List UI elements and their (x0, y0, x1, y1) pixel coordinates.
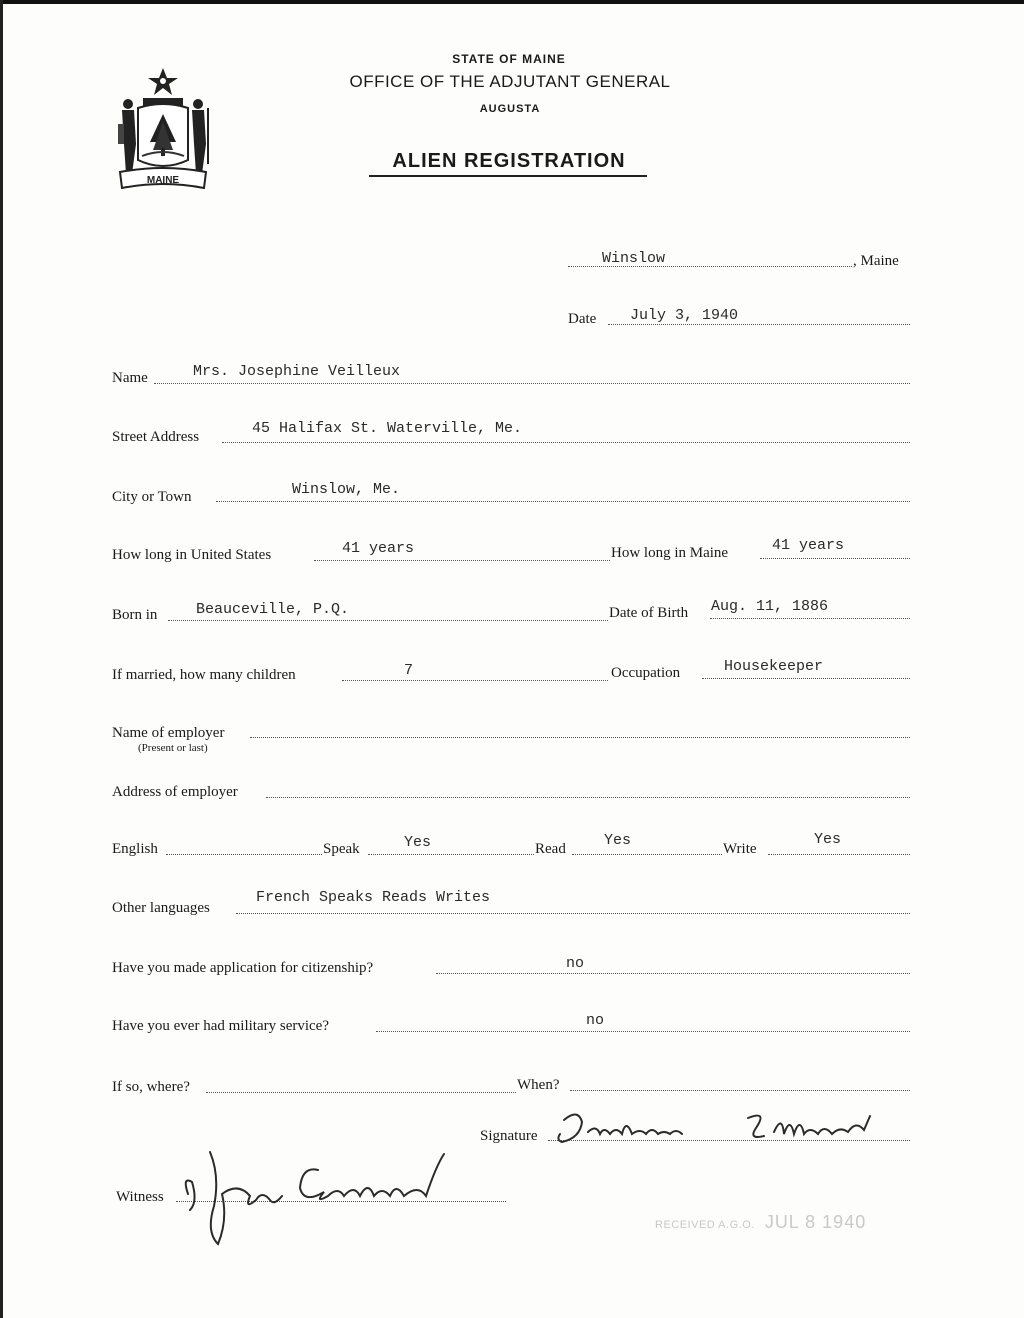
speak-line (368, 854, 534, 855)
employer-label: Name of employer (112, 725, 225, 741)
street-value: 45 Halifax St. Waterville, Me. (252, 420, 523, 437)
signature-label: Signature (480, 1128, 538, 1144)
military-line (376, 1031, 910, 1032)
where-label: If so, where? (112, 1079, 190, 1095)
when-line (570, 1090, 910, 1091)
citizenship-value: no (566, 955, 585, 972)
how-long-me-value: 41 years (772, 537, 845, 554)
date-line (608, 324, 910, 325)
citizenship-line (436, 973, 910, 974)
maine-label: , Maine (853, 253, 899, 269)
write-label: Write (723, 841, 757, 857)
witness-label: Witness (116, 1189, 164, 1205)
children-label: If married, how many children (112, 667, 296, 683)
military-label: Have you ever had military service? (112, 1018, 329, 1034)
street-label: Street Address (112, 429, 200, 445)
name-label: Name (112, 370, 148, 386)
how-long-me-label: How long in Maine (611, 545, 729, 561)
read-label: Read (535, 841, 566, 857)
seal-text: MAINE (146, 175, 180, 186)
employer-line (250, 737, 910, 738)
english-line (166, 854, 322, 855)
read-value: Yes (604, 832, 632, 849)
occupation-value: Housekeeper (724, 658, 824, 675)
occupation-line (702, 678, 910, 679)
how-long-us-line (314, 560, 610, 561)
employer-address-line (266, 797, 910, 798)
title-underline (369, 175, 647, 177)
when-label: When? (517, 1077, 560, 1093)
town-value: Winslow (602, 250, 666, 267)
form-title: ALIEN REGISTRATION (392, 150, 626, 172)
header-city: AUGUSTA (479, 103, 541, 115)
occupation-label: Occupation (611, 665, 681, 681)
name-value: Mrs. Josephine Veilleux (193, 363, 401, 380)
how-long-me-line (760, 558, 910, 559)
date-value: July 3, 1940 (630, 307, 739, 324)
dob-label: Date of Birth (609, 605, 689, 621)
other-languages-label: Other languages (112, 900, 210, 916)
date-label: Date (568, 311, 597, 327)
where-line (206, 1092, 516, 1093)
signature-handwriting (552, 1104, 882, 1154)
english-label: English (112, 841, 158, 857)
speak-label: Speak (323, 841, 360, 857)
children-value: 7 (404, 662, 414, 679)
city-value: Winslow, Me. (292, 481, 401, 498)
other-languages-value: French Speaks Reads Writes (256, 889, 491, 906)
other-languages-line (236, 913, 910, 914)
speak-value: Yes (404, 834, 432, 851)
write-line (768, 854, 910, 855)
city-label: City or Town (112, 489, 192, 505)
how-long-us-label: How long in United States (112, 547, 272, 563)
stamp-prefix: RECEIVED A.G.O. (655, 1219, 755, 1231)
read-line (572, 854, 722, 855)
how-long-us-value: 41 years (342, 540, 415, 557)
city-line (216, 501, 910, 502)
military-value: no (586, 1012, 605, 1029)
born-in-line (168, 620, 608, 621)
page-left-border (0, 0, 3, 1318)
dob-line (710, 618, 910, 619)
employer-address-label: Address of employer (112, 784, 238, 800)
born-in-value: Beauceville, P.Q. (196, 601, 350, 618)
write-value: Yes (814, 831, 842, 848)
employer-note: (Present or last) (138, 742, 208, 754)
citizenship-label: Have you made application for citizenship? (112, 960, 374, 976)
received-stamp (655, 1212, 866, 1233)
stamp-date: JUL 8 1940 (764, 1212, 867, 1232)
street-line (222, 442, 910, 443)
header-state: STATE OF MAINE (452, 52, 566, 66)
dob-value: Aug. 11, 1886 (711, 598, 829, 615)
children-line (342, 680, 608, 681)
header-office: OFFICE OF THE ADJUTANT GENERAL (349, 72, 671, 91)
page-top-border (0, 0, 1024, 4)
name-line (154, 383, 910, 384)
witness-handwriting (178, 1136, 458, 1256)
born-in-label: Born in (112, 607, 158, 623)
